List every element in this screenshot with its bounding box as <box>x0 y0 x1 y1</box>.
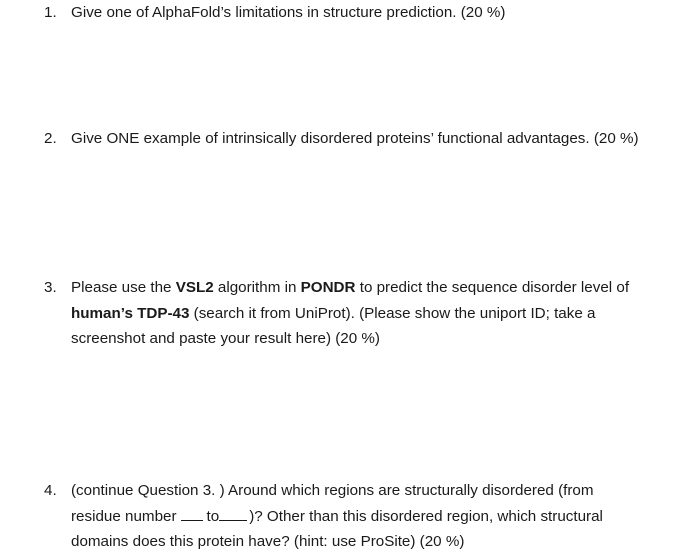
text-segment: (search it from UniProt). (Please show the uniport ID; take a screenshot and paste your result here) (20 %) <box>71 304 596 347</box>
question-3 <box>44 275 644 352</box>
answer-blank-start[interactable] <box>181 506 203 521</box>
text-segment: (continue Question 3. ) Around which regions are structurally disordered (from residue number <box>71 482 594 525</box>
protein-name: human’s TDP-43 <box>71 304 190 322</box>
question-4 <box>44 478 644 555</box>
text-segment: to <box>206 507 220 525</box>
question-1 <box>44 0 644 26</box>
algorithm-name: VSL2 <box>175 279 214 296</box>
text-segment: algorithm in <box>213 279 301 296</box>
question-number: 1. <box>44 4 57 21</box>
question-number: 4. <box>44 482 57 499</box>
question-text: Give ONE example of intrinsically disordered proteins’ functional advantages. (20 %) <box>71 130 639 147</box>
question-text <box>71 275 644 352</box>
question-2 <box>44 126 644 152</box>
text-segment: to predict the sequence disorder level of <box>355 279 630 296</box>
text-segment: )? Other than this disordered region, which structural domains does this protein have? (hint: use ProSite) (20 %) <box>71 507 603 550</box>
text-segment: Please use the <box>71 279 176 296</box>
tool-name: PONDR <box>300 279 356 296</box>
question-text <box>71 478 644 555</box>
question-number: 3. <box>44 279 57 296</box>
question-text: Give one of AlphaFold’s limitations in structure prediction. (20 %) <box>71 4 506 21</box>
question-number: 2. <box>44 130 57 147</box>
answer-blank-end[interactable] <box>219 506 247 521</box>
